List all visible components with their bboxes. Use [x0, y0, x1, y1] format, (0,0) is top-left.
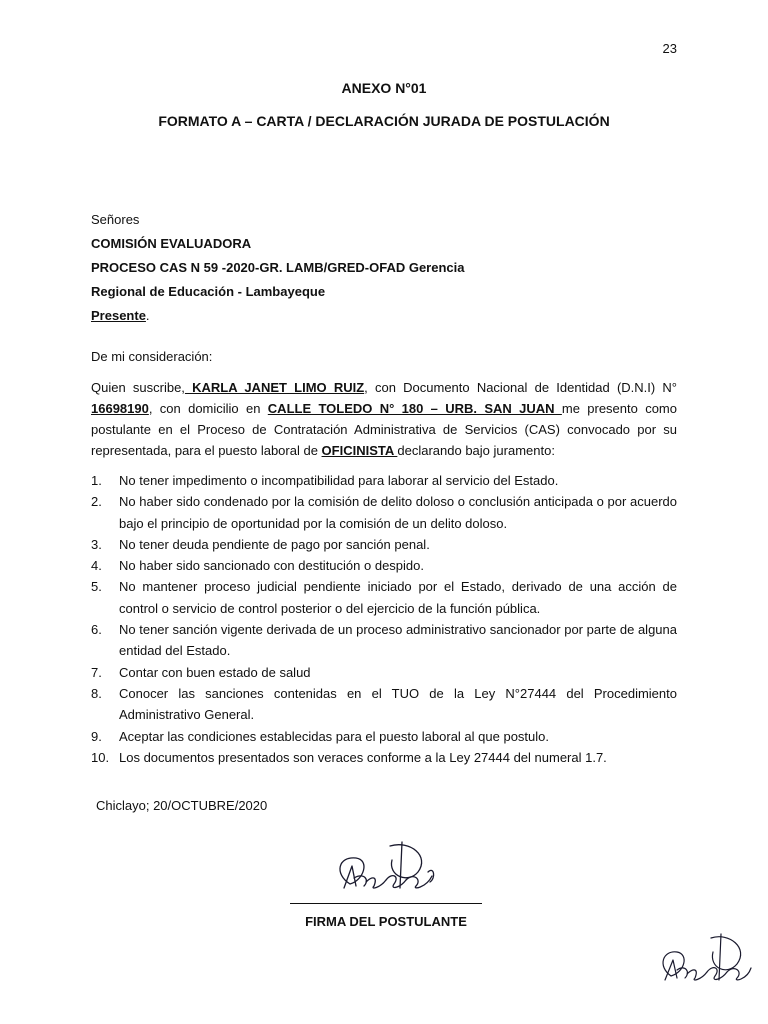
- item-text: No haber sido condenado por la comisión de delito doloso o conclusión anticipada o por acuerdo bajo el principio de oportunidad por la comisión de un delito doloso.: [119, 494, 677, 531]
- item-text: No haber sido sancionado con destitución o despido.: [119, 558, 424, 574]
- annex-title: ANEXO N°01: [341, 80, 427, 96]
- document-title: FORMATO A – CARTA / DECLARACIÓN JURADA DE POSTULACIÓN: [158, 113, 610, 129]
- dni-number: 16698190: [91, 401, 149, 416]
- item-text: Los documentos presentados son veraces conforme a la Ley 27444 del numeral 1.7.: [119, 749, 607, 765]
- list-item: [91, 576, 677, 619]
- addressee-line-1: COMISIÓN EVALUADORA: [91, 236, 252, 251]
- presente-line: [91, 304, 681, 328]
- item-text: No tener sanción vigente derivada de un proceso administrativo sancionador por parte de alguna entidad del Estado.: [119, 622, 677, 659]
- item-text: Contar con buen estado de salud: [119, 664, 311, 680]
- declaration-list: [91, 470, 677, 768]
- intro-text-5: declarando bajo juramento:: [397, 443, 555, 458]
- home-address: CALLE TOLEDO N° 180 – URB. SAN JUAN: [267, 401, 562, 416]
- intro-text-1: Quien suscribe,: [91, 380, 185, 395]
- salutation: Señores: [91, 212, 140, 227]
- item-number: 1.: [91, 473, 102, 488]
- list-item: [91, 555, 677, 576]
- list-item: [91, 491, 677, 534]
- addressee-line-3: Regional de Educación - Lambayeque: [91, 284, 326, 299]
- signature-caption: FIRMA DEL POSTULANTE: [305, 914, 467, 929]
- addressee-line-2: PROCESO CAS N 59 -2020-GR. LAMB/GRED-OFAD Gerencia: [91, 260, 465, 275]
- item-number: 2.: [91, 494, 102, 510]
- applicant-name: KARLA JANET LIMO RUIZ: [184, 380, 365, 395]
- intro-paragraph: [91, 377, 677, 461]
- date-line: Chiclayo; 20/OCTUBRE/2020: [96, 798, 268, 813]
- item-number: 6.: [91, 622, 102, 638]
- handwritten-signature: [330, 836, 440, 906]
- signature-line: [290, 903, 482, 904]
- item-text: No tener impedimento o incompatibilidad para laborar al servicio del Estado.: [119, 473, 559, 488]
- list-item: [91, 726, 677, 747]
- item-number: 5.: [91, 579, 102, 595]
- presente-dot: .: [145, 308, 150, 323]
- intro-text-2: , con Documento Nacional de Identidad (D.N.I) N°: [364, 380, 677, 395]
- item-number: 9.: [91, 728, 102, 744]
- item-text: No mantener proceso judicial pendiente iniciado por el Estado, derivado de una acción de control o servicio de control posterior o del ejercicio de la función pública.: [119, 579, 677, 616]
- job-position: OFICINISTA: [321, 443, 398, 458]
- list-item: [91, 662, 677, 683]
- item-number: 7.: [91, 664, 102, 680]
- list-item: [91, 470, 677, 491]
- margin-signature: [655, 926, 755, 992]
- addressee-block: [91, 208, 681, 328]
- item-number: 4.: [91, 558, 102, 574]
- item-number: 10.: [91, 749, 110, 765]
- list-item: [91, 619, 677, 662]
- intro-text-4: me presento como postulante en el Proceso de Contratación Administrativa de Servicios (CAS) convocado por su representada, para el puesto laboral de: [91, 401, 677, 458]
- list-item: [91, 683, 677, 726]
- list-item: [91, 534, 677, 555]
- item-text: Aceptar las condiciones establecidas para el puesto laboral al que postulo.: [119, 728, 549, 744]
- presente-label: Presente: [91, 308, 146, 323]
- item-number: 3.: [91, 536, 102, 552]
- item-text: No tener deuda pendiente de pago por sanción penal.: [119, 536, 430, 552]
- list-item: [91, 747, 677, 768]
- item-number: 8.: [91, 685, 102, 701]
- page-number: 23: [662, 41, 677, 56]
- greeting: De mi consideración:: [91, 349, 213, 364]
- item-text: Conocer las sanciones contenidas en el TUO de la Ley N°27444 del Procedimiento Administrativo General.: [119, 685, 677, 723]
- intro-text-3: , con domicilio en: [148, 401, 268, 416]
